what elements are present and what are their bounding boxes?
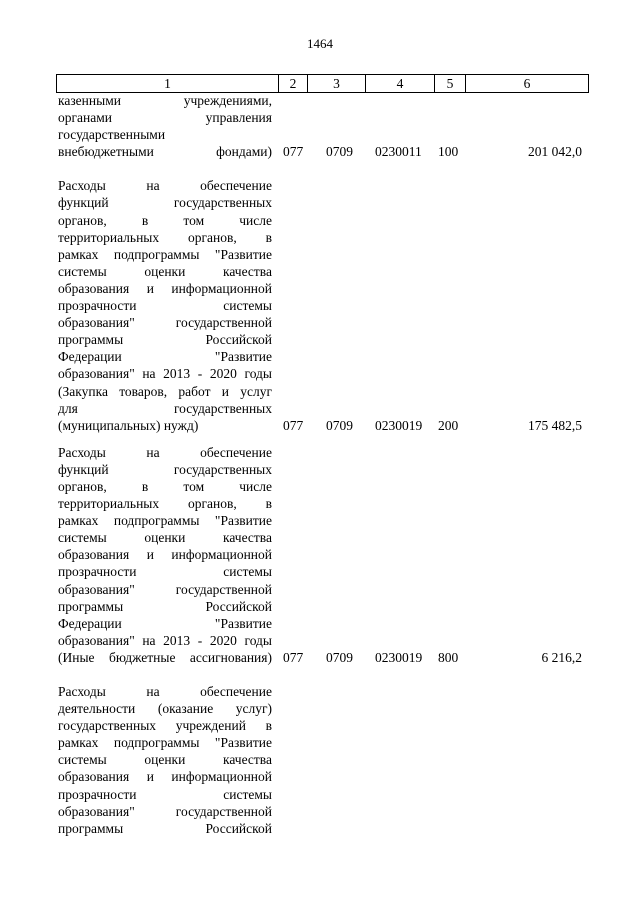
description-line: образования" государственной: [58, 315, 272, 331]
table-row: [0, 177, 640, 433]
description-line: прозрачности системы: [58, 786, 272, 802]
row-description: [58, 92, 272, 160]
description-line: органов, в том числе: [58, 212, 272, 228]
column-header-row: [57, 75, 589, 93]
description-line: системы оценки качества: [58, 263, 272, 279]
amount: 175 482,5: [528, 417, 582, 433]
description-line: рамках подпрограммы "Развитие: [58, 513, 272, 529]
ministry-code: 077: [283, 144, 304, 160]
description-line: (Иные бюджетные ассигнования): [58, 649, 272, 665]
description-line: программы Российской: [58, 598, 272, 614]
description-line: образования" государственной: [58, 803, 272, 819]
description-line: образования" на 2013 - 2020 годы: [58, 632, 272, 648]
description-line: территориальных органов, в: [58, 229, 272, 245]
target-item-code: 0230011: [375, 144, 422, 160]
description-line: (Закупка товаров, работ и услуг: [58, 383, 272, 399]
description-line: деятельности (оказание услуг): [58, 701, 272, 717]
description-line: образования и информационной: [58, 547, 272, 563]
column-header-table: [56, 74, 589, 93]
description-line: государственными: [58, 127, 166, 143]
column-header-6: 6: [466, 75, 589, 93]
description-line: образования и информационной: [58, 769, 272, 785]
description-line: государственных учреждений в: [58, 718, 272, 734]
ministry-code: 077: [283, 417, 304, 433]
description-line: казенными учреждениями,: [58, 93, 272, 108]
description-line: внебюджетными фондами): [58, 144, 272, 160]
section-code: 0709: [326, 144, 353, 160]
expense-type-code: 100: [438, 144, 459, 160]
target-item-code: 0230019: [375, 417, 423, 433]
page-number: 1464: [307, 36, 333, 51]
description-line: органов, в том числе: [58, 478, 272, 494]
table-row: [0, 92, 640, 160]
table-row: [0, 683, 640, 837]
target-item-code: 0230019: [375, 649, 423, 665]
section-code: 0709: [326, 417, 353, 433]
description-line: для государственных: [58, 400, 272, 416]
description-line: прозрачности системы: [58, 564, 272, 580]
column-header-3: 3: [308, 75, 366, 93]
description-line: программы Российской: [58, 820, 272, 836]
description-line: функций государственных: [58, 461, 272, 477]
description-line: органами управления: [58, 110, 272, 126]
budget-rows: [0, 92, 640, 837]
row-description: [58, 177, 272, 433]
row-description: [58, 683, 272, 837]
description-line: образования" государственной: [58, 581, 272, 597]
amount: 6 216,2: [541, 649, 582, 665]
expense-type-code: 800: [438, 649, 459, 665]
description-line: рамках подпрограммы "Развитие: [58, 735, 272, 751]
ministry-code: 077: [283, 649, 304, 665]
description-line: прозрачности системы: [58, 298, 272, 314]
description-line: Расходы на обеспечение: [58, 684, 272, 699]
description-line: программы Российской: [58, 332, 272, 348]
description-line: образования" на 2013 - 2020 годы: [58, 366, 272, 382]
description-line: образования и информационной: [58, 280, 272, 296]
description-line: (муниципальных) нужд): [58, 417, 199, 433]
column-header-5: 5: [435, 75, 466, 93]
description-line: системы оценки качества: [58, 530, 272, 546]
column-header-1: 1: [57, 75, 279, 93]
table-row: [0, 444, 640, 666]
row-description: [58, 444, 272, 666]
description-line: Расходы на обеспечение: [58, 178, 272, 194]
expense-type-code: 200: [438, 417, 459, 433]
description-line: Федерации "Развитие: [58, 349, 272, 365]
description-line: Федерации "Развитие: [58, 615, 272, 631]
amount: 201 042,0: [528, 144, 582, 160]
column-header-2: 2: [279, 75, 308, 93]
section-code: 0709: [326, 649, 353, 665]
description-line: Расходы на обеспечение: [58, 444, 272, 460]
column-header-4: 4: [366, 75, 435, 93]
description-line: системы оценки качества: [58, 752, 272, 768]
description-line: территориальных органов, в: [58, 496, 272, 512]
description-line: функций государственных: [58, 195, 272, 211]
description-line: рамках подпрограммы "Развитие: [58, 246, 272, 262]
